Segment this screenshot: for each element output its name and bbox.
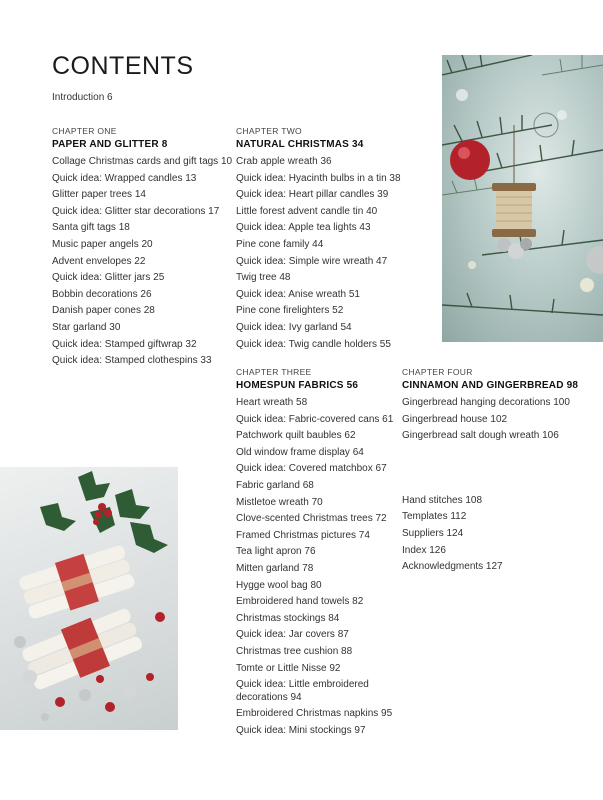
chapter-one-section [52,125,232,370]
toc-entry-introduction[interactable]: Introduction 6 [52,92,113,103]
toc-entry[interactable]: Quick idea: Mini stockings 97 [236,724,366,736]
toc-entry[interactable]: Heart wreath 58 [236,397,308,408]
chapter-number: CHAPTER THREE [236,367,312,377]
chapter-title[interactable]: HOMESPUN FABRICS 56 [236,380,359,391]
toc-entry[interactable]: Star garland 30 [52,321,121,333]
spacer [402,445,602,461]
toc-entry[interactable]: Pine cone firelighters 52 [236,305,344,317]
toc-entry[interactable]: Hygge wool bag 80 [236,579,322,591]
toc-entry[interactable]: Crab apple wreath 36 [236,156,332,167]
spacer [402,461,602,477]
toc-entry[interactable]: Quick idea: Covered matchbox 67 [236,463,387,475]
toc-entry[interactable]: Advent envelopes 22 [52,255,146,267]
toc-entry[interactable]: Quick idea: Stamped giftwrap 32 [52,338,197,350]
toc-entry[interactable]: Tea light apron 76 [236,546,316,558]
toc-entry[interactable]: Quick idea: Simple wire wreath 47 [236,255,388,267]
toc-entry[interactable]: Christmas tree cushion 88 [236,645,353,657]
toc-entry[interactable]: Fabric garland 68 [236,479,314,491]
chapter-number: CHAPTER FOUR [402,367,473,377]
toc-entry[interactable]: Quick idea: Hyacinth bulbs in a tin 38 [236,172,401,184]
toc-entry[interactable]: Quick idea: Jar covers 87 [236,629,349,641]
toc-entry[interactable]: Quick idea: Anise wreath 51 [236,288,360,300]
toc-entry[interactable]: Pine cone family 44 [236,238,324,250]
toc-entry[interactable]: Twig tree 48 [236,272,291,284]
toc-entry[interactable]: Glitter paper trees 14 [52,189,146,201]
toc-entry[interactable]: Quick idea: Apple tea lights 43 [236,222,371,234]
toc-entry-back-matter[interactable]: Index 126 [402,544,446,556]
toc-entry[interactable]: Clove-scented Christmas trees 72 [236,513,387,525]
toc-entry[interactable]: Little forest advent candle tin 40 [236,205,378,217]
toc-entry[interactable]: Music paper angels 20 [52,238,153,250]
chapter-title[interactable]: NATURAL CHRISTMAS 34 [236,139,364,150]
chapter-number: CHAPTER ONE [52,126,117,136]
toc-entry[interactable]: Embroidered hand towels 82 [236,596,364,608]
toc-entry[interactable]: Gingerbread house 102 [402,413,508,425]
chapter-four-section [402,366,602,576]
chapter-two-section [236,125,421,353]
toc-entry[interactable]: Mitten garland 78 [236,562,314,574]
chapter-number: CHAPTER TWO [236,126,302,136]
toc-entry-back-matter[interactable]: Suppliers 124 [402,527,464,539]
toc-entry[interactable]: Christmas stockings 84 [236,612,340,624]
toc-entry[interactable]: Bobbin decorations 26 [52,288,152,300]
toc-entry[interactable]: Quick idea: Little embroidered decorations 94 [236,679,369,703]
toc-entry[interactable]: Quick idea: Twig candle holders 55 [236,338,391,350]
toc-entry[interactable]: Patchwork quilt baubles 62 [236,430,356,442]
toc-entry[interactable]: Tomte or Little Nisse 92 [236,662,341,674]
toc-entry[interactable]: Collage Christmas cards and gift tags 10 [52,156,233,167]
toc-entry[interactable]: Quick idea: Stamped clothespins 33 [52,355,212,367]
toc-entry[interactable]: Quick idea: Glitter star decorations 17 [52,205,220,217]
toc-entry[interactable]: Quick idea: Wrapped candles 13 [52,172,197,184]
chapter-title[interactable]: PAPER AND GLITTER 8 [52,139,168,150]
toc-entry[interactable]: Quick idea: Glitter jars 25 [52,272,165,284]
toc-entry-back-matter[interactable]: Templates 112 [402,511,467,523]
toc-entry[interactable]: Framed Christmas pictures 74 [236,529,370,541]
page-title: CONTENTS [52,52,194,80]
toc-entry[interactable]: Santa gift tags 18 [52,222,130,234]
candles-photo [0,467,178,730]
toc-entry[interactable]: Quick idea: Fabric-covered cans 61 [236,413,394,425]
toc-entry-back-matter[interactable]: Acknowledgments 127 [402,561,503,573]
spacer [402,477,602,493]
toc-entry[interactable]: Gingerbread hanging decorations 100 [402,397,570,408]
chapter-three-section [236,366,396,739]
toc-entry[interactable]: Mistletoe wreath 70 [236,496,323,508]
toc-entry-back-matter[interactable]: Hand stitches 108 [402,494,483,506]
christmas-tree-photo [442,55,603,342]
toc-entry[interactable]: Old window frame display 64 [236,446,364,458]
toc-entry[interactable]: Embroidered Christmas napkins 95 [236,708,393,720]
toc-entry[interactable]: Quick idea: Ivy garland 54 [236,321,352,333]
chapter-title[interactable]: CINNAMON AND GINGERBREAD 98 [402,380,579,391]
toc-entry[interactable]: Gingerbread salt dough wreath 106 [402,430,559,442]
toc-entry[interactable]: Quick idea: Heart pillar candles 39 [236,189,389,201]
toc-entry[interactable]: Danish paper cones 28 [52,305,155,317]
